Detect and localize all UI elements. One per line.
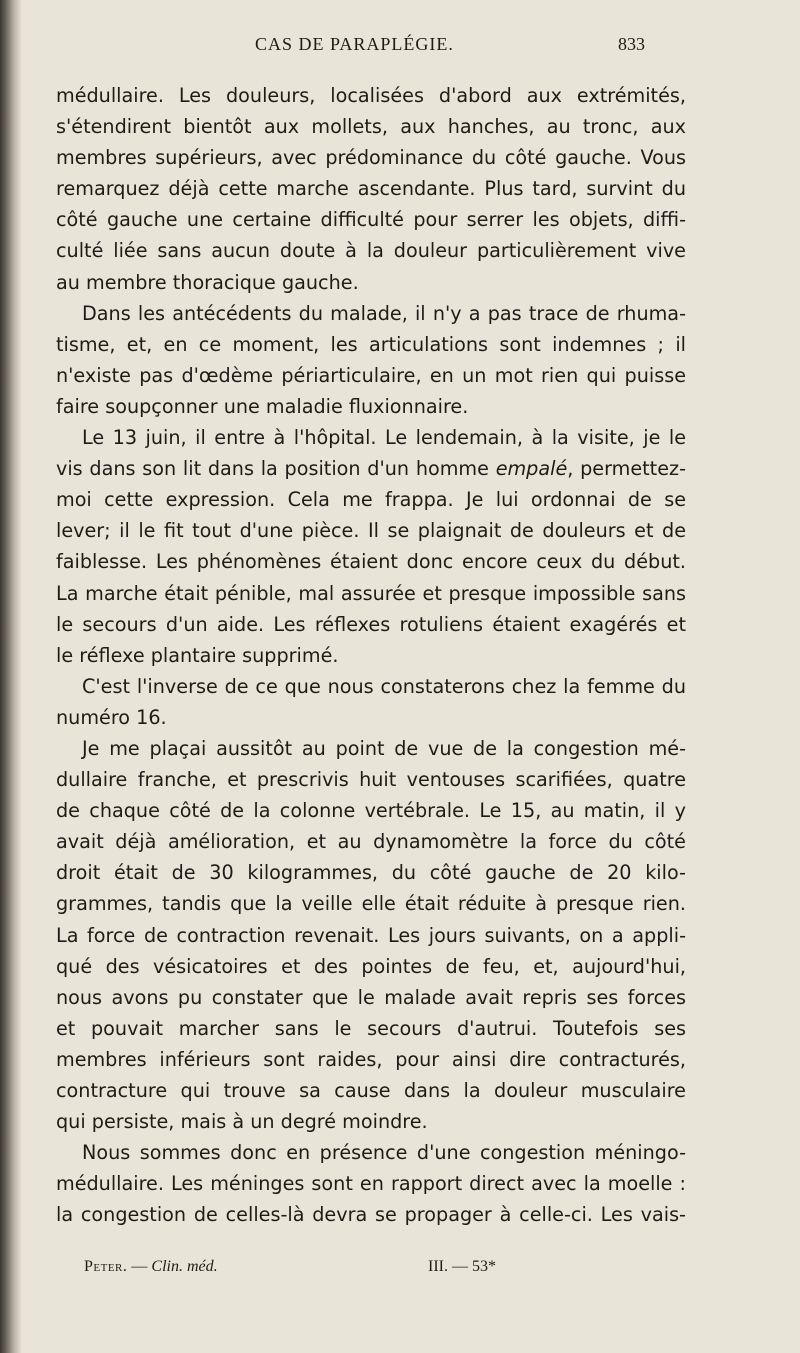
- page-footer: [84, 1258, 634, 1276]
- text-line: La force de contraction revenait. Les jours suivants, on a appli-: [56, 923, 686, 947]
- text-line: Nous sommes donc en présence d'une congestion méningo-: [82, 1141, 686, 1165]
- footer-dash: —: [131, 1258, 148, 1275]
- footer-signature: III. — 53*: [428, 1258, 496, 1275]
- emphasis-word: empalé: [495, 457, 568, 481]
- text-line: Dans les antécédents du malade, il n'y a pas trace de rhuma-: [82, 301, 686, 325]
- text-line: qué des vésicatoires et des pointes de feu, et, aujourd'hui,: [56, 954, 686, 978]
- footer-work-title: Clin. méd.: [151, 1258, 218, 1275]
- text-line: le secours d'un aide. Les réflexes rotuliens étaient exagérés et: [56, 612, 686, 636]
- text-line: Je me plaçai aussitôt au point de vue de la congestion mé-: [82, 736, 686, 760]
- text-line: C'est l'inverse de ce que nous constaterons chez la femme du: [82, 674, 686, 698]
- text-line: culté liée sans aucun doute à la douleur particulièrement vive: [56, 239, 686, 263]
- text-line: lever; il le fit tout d'une pièce. Il se plaignait de douleurs et de: [56, 519, 686, 543]
- running-head: CAS DE PARAPLÉGIE.: [255, 34, 454, 54]
- text-line: avait déjà amélioration, et au dynamomètre la force du côté: [56, 830, 686, 854]
- text-line: la congestion de celles-là devra se propager à celle-ci. Les vais-: [56, 1203, 686, 1227]
- text-line: tisme, et, en ce moment, les articulations sont indemnes ; il: [56, 332, 686, 356]
- text-line: dullaire franche, et prescrivis huit ventouses scarifiées, quatre: [56, 768, 686, 792]
- text-line: au membre thoracique gauche.: [56, 270, 359, 294]
- text-line: membres inférieurs sont raides, pour ainsi dire contracturés,: [56, 1047, 686, 1071]
- text-line: n'existe pas d'œdème périarticulaire, en un mot rien qui puisse: [56, 363, 686, 387]
- text-line: moi cette expression. Cela me frappa. Je lui ordonnai de se: [56, 488, 686, 512]
- text-line: remarquez déjà cette marche ascendante. Plus tard, survint du: [56, 177, 686, 201]
- text-line: faiblesse. Les phénomènes étaient donc encore ceux du début.: [56, 550, 686, 574]
- text-line: de chaque côté de la colonne vertébrale. Le 15, au matin, il y: [56, 799, 686, 823]
- text-line: et pouvait marcher sans le secours d'autrui. Toutefois ses: [56, 1016, 686, 1040]
- text-line: vis dans son lit dans la position d'un homme empalé, permettez-: [56, 457, 686, 481]
- text-line: droit était de 30 kilogrammes, du côté gauche de 20 kilo-: [56, 861, 686, 885]
- body-text: [56, 80, 686, 1230]
- text-line: Le 13 juin, il entre à l'hôpital. Le lendemain, à la visite, je le: [82, 426, 686, 450]
- text-line: faire soupçonner une maladie fluxionnaire.: [56, 394, 469, 418]
- text-line: côté gauche une certaine difficulté pour serrer les objets, diffi-: [56, 208, 686, 232]
- text-line: membres supérieurs, avec prédominance du côté gauche. Vous: [56, 146, 686, 170]
- text-line: s'étendirent bientôt aux mollets, aux hanches, au tronc, aux: [56, 115, 686, 139]
- text-line: contracture qui trouve sa cause dans la douleur musculaire: [56, 1079, 686, 1102]
- footer-author: Peter.: [84, 1258, 128, 1275]
- text-line: le réflexe plantaire supprimé.: [56, 643, 339, 667]
- text-line: médullaire. Les méninges sont en rapport direct avec la moelle :: [56, 1172, 686, 1196]
- text-line: médullaire. Les douleurs, localisées d'abord aux extrémités,: [56, 84, 686, 107]
- text-line: qui persiste, mais à un degré moindre.: [56, 1110, 428, 1134]
- text-line: grammes, tandis que la veille elle était réduite à presque rien.: [56, 892, 686, 916]
- page-number: 833: [618, 34, 645, 54]
- text-line: nous avons pu constater que le malade avait repris ses forces: [56, 985, 686, 1009]
- text-line: numéro 16.: [56, 705, 167, 729]
- text-line: La marche était pénible, mal assurée et presque impossible sans: [56, 581, 686, 605]
